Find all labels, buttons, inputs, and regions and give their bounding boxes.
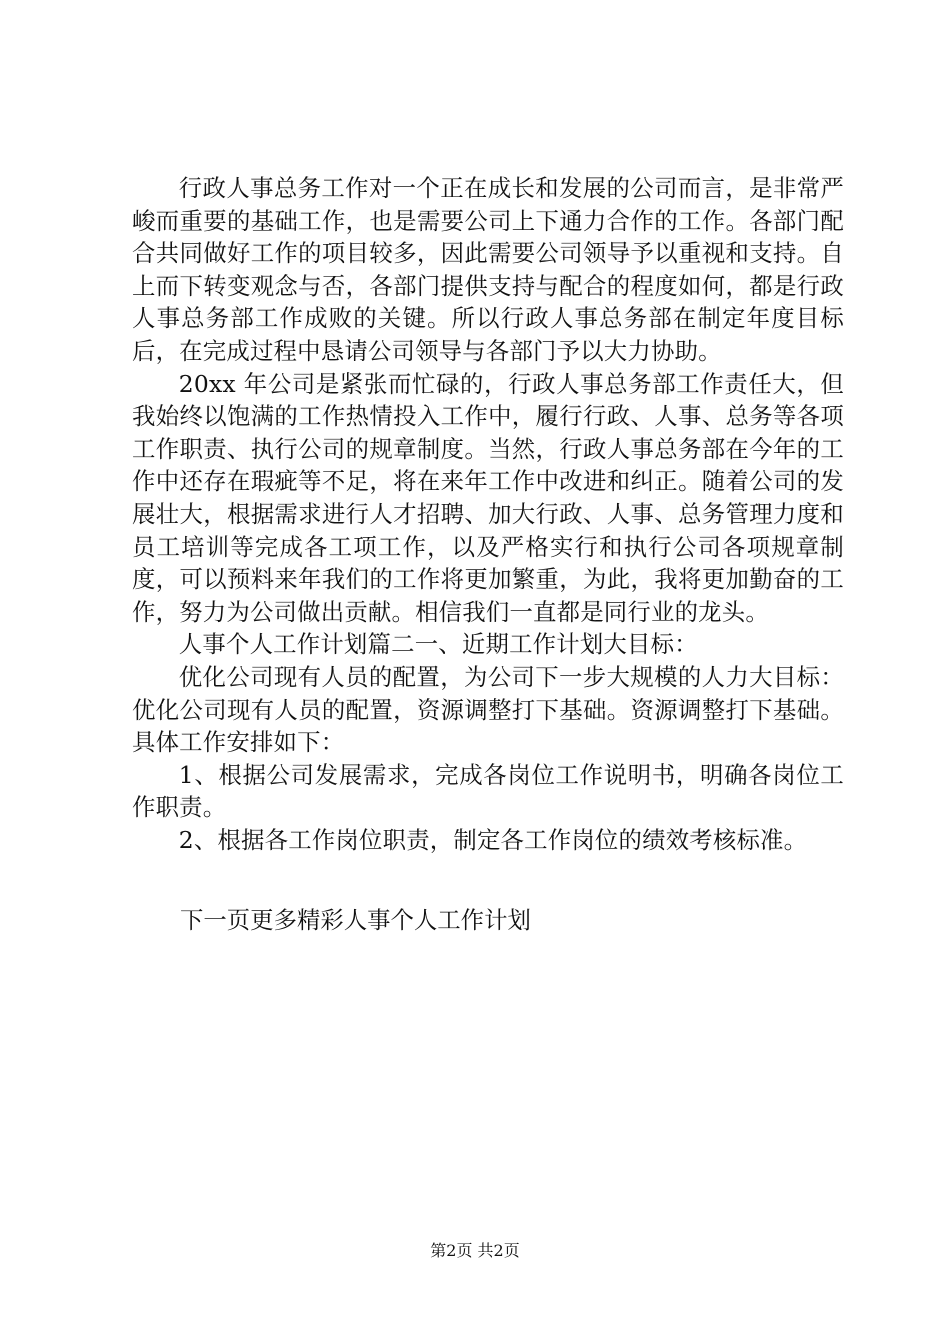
next-page-link[interactable]: 下一页更多精彩人事个人工作计划	[180, 906, 531, 934]
page-number-footer: 第2页 共2页	[430, 1241, 520, 1260]
document-body	[132, 172, 844, 856]
paragraph-plan-goal: 优化公司现有人员的配置，为公司下一步大规模的人力大目标：优化公司现有人员的配置，资源调整打下基础。资源调整打下基础。具体工作安排如下：	[132, 662, 844, 757]
paragraph-annual-review: 20xx 年公司是紧张而忙碌的，行政人事总务部工作责任大，但我始终以饱满的工作热情投入工作中，履行行政、人事、总务等各项工作职责、执行公司的规章制度。当然，行政人事总务部在今年的工作中还存在瑕疵等不足，将在来年工作中改进和纠正。随着公司的发展壮大，根据需求进行人才招聘、加大行政、人事、总务管理力度和员工培训等完成各工项工作，以及严格实行和执行公司各项规章制度，可以预料来年我们的工作将更加繁重，为此，我将更加勤奋的工作，努力为公司做出贡献。相信我们一直都是同行业的龙头。	[132, 369, 844, 626]
paragraph-intro: 行政人事总务工作对一个正在成长和发展的公司而言，是非常严峻而重要的基础工作，也是需要公司上下通力合作的工作。各部门配合共同做好工作的项目较多，因此需要公司领导予以重视和支持。自上而下转变观念与否，各部门提供支持与配合的程度如何，都是行政人事总务部工作成败的关键。所以行政人事总务部在制定年度目标后，在完成过程中恳请公司领导与各部门予以大力协助。	[132, 174, 844, 365]
paragraph-plan-item-2: 2、根据各工作岗位职责，制定各工作岗位的绩效考核标准。	[178, 825, 808, 854]
paragraph-plan-item-1: 1、根据公司发展需求，完成各岗位工作说明书，明确各岗位工作职责。	[132, 760, 844, 822]
paragraph-plan-heading: 人事个人工作计划篇二一、近期工作计划大目标：	[178, 630, 698, 659]
